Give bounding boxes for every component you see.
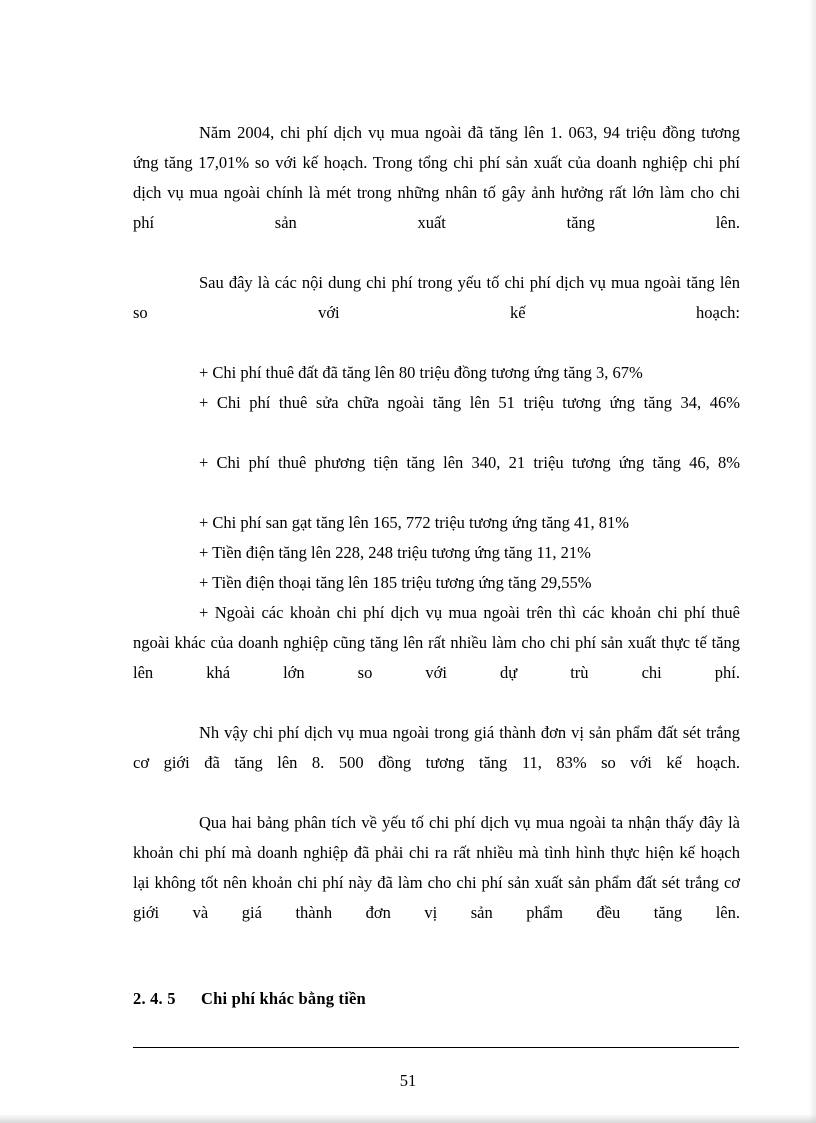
bullet-item-4-text: + Chi phí san gạt tăng lên 165, 772 triệu tương ứng tăng 41, 81%	[199, 513, 630, 532]
page-number: 51	[399, 1071, 417, 1090]
bullet-item-6-text: + Tiền điện thoại tăng lên 185 triệu tương ứng tăng 29,55%	[199, 573, 592, 592]
bullet-item-1-text: + Chi phí thuê đất đã tăng lên 80 triệu đồng tương ứng tăng 3, 67%	[199, 363, 643, 382]
scan-edge-shadow-right	[809, 0, 816, 1123]
scan-edge-shadow-bottom	[0, 1114, 816, 1123]
bullet-item-3	[133, 448, 740, 508]
bullet-item-4	[133, 508, 740, 538]
bullet-item-3-text: + Chi phí thuê phương tiện tăng lên 340, 21 triệu tương ứng tăng 46, 8%	[199, 453, 740, 472]
paragraph-2-text: Sau đây là các nội dung chi phí trong yếu tố chi phí dịch vụ mua ngoài tăng lên so với kế hoạch:	[133, 273, 740, 322]
section-heading	[133, 958, 740, 1014]
bullet-item-5-text: + Tiền điện tăng lên 228, 248 triệu tương ứng tăng 11, 21%	[199, 543, 591, 562]
footer-divider	[133, 1047, 739, 1048]
bullet-item-7-text: + Ngoài các khoản chi phí dịch vụ mua ngoài trên thì các khoản chi phí thuê ngoài khác của doanh nghiệp cũng tăng lên rất nhiều làm cho chi phí sản xuất thực tế tăng lên khá lớn so với dự trù chi phí.	[133, 603, 740, 682]
section-heading-number: 2. 4. 5	[133, 989, 176, 1008]
paragraph-1-text: Năm 2004, chi phí dịch vụ mua ngoài đã tăng lên 1. 063, 94 triệu đồng tương ứng tăng 17,01% so với kế hoạch. Trong tổng chi phí sản xuất của doanh nghiệp chi phí dịch vụ mua ngoài chính là mét trong những nhân tố gây ảnh hưởng rất lớn làm cho chi phí sản xuất tăng lên.	[133, 123, 740, 232]
paragraph-2	[133, 268, 740, 358]
bullet-item-7	[133, 598, 740, 718]
paragraph-4-text: Qua hai bảng phân tích về yếu tố chi phí dịch vụ mua ngoài ta nhận thấy đây là khoản chi phí mà doanh nghiệp đã phải chi ra rất nhiều mà tình hình thực hiện kế hoạch lại không tốt nên khoản chi phí này đã làm cho chi phí sản xuất sản phẩm đất sét trắng cơ giới và giá thành đơn vị sản phẩm đều tăng lên.	[133, 813, 740, 922]
bullet-item-2-text: + Chi phí thuê sửa chữa ngoài tăng lên 51 triệu tương ứng tăng 34, 46%	[199, 393, 740, 412]
paragraph-3	[133, 718, 740, 808]
bullet-item-5	[133, 538, 740, 568]
paragraph-4	[133, 808, 740, 958]
bullet-item-2	[133, 388, 740, 448]
paragraph-3-text: Nh vậy chi phí dịch vụ mua ngoài trong giá thành đơn vị sản phẩm đất sét trắng cơ giới đã tăng lên 8. 500 đồng tương tăng 11, 83% so với kế hoạch.	[133, 723, 740, 772]
bullet-item-1	[133, 358, 740, 388]
bullet-item-6	[133, 568, 740, 598]
section-heading-title: Chi phí khác bằng tiền	[201, 989, 366, 1008]
page-content	[133, 118, 740, 1014]
paragraph-1	[133, 118, 740, 268]
